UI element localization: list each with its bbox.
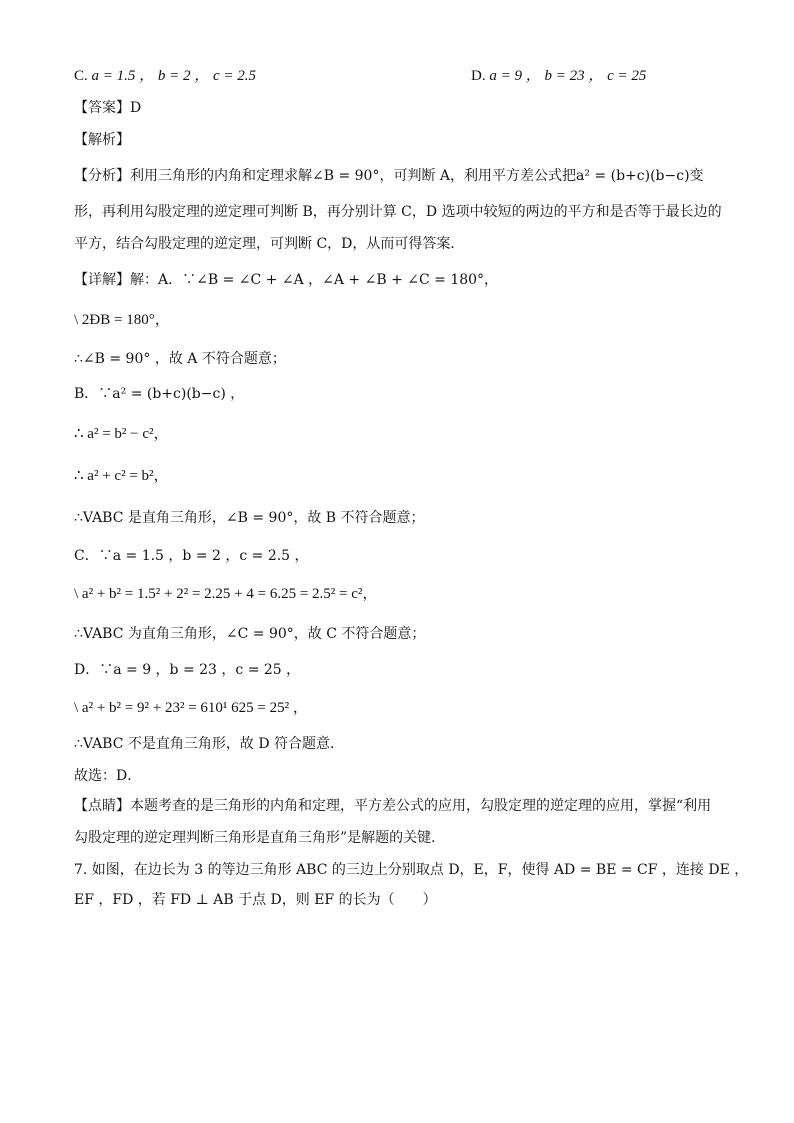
detail-line-10: ∴VABC 为直角三角形，∠C = 90°，故 C 不符合题意； <box>74 626 426 642</box>
option-d-label: D. <box>471 68 486 84</box>
detail-line-6: ∴ a² + c² = b²， <box>74 468 169 484</box>
dianjing-text-1: 本题考查的是三角形的内角和定理，平方差公式的应用，勾股定理的逆定理的应用，掌握“利用 <box>130 798 712 814</box>
options-row <box>74 66 647 86</box>
dianjing-line-2: 勾股定理的逆定理判断三角形是直角三角形”是解题的关键． <box>74 830 446 846</box>
detail-text-1: 解：A．∵∠B = ∠C + ∠A ，∠A + ∠B + ∠C = 180°， <box>130 272 499 288</box>
analysis-heading <box>74 130 130 150</box>
fenxi-text-1: 利用三角形的内角和定理求解∠B = 90°，可判断 A，利用平方差公式把a² = (b+c)(b−c)变 <box>130 168 704 184</box>
option-c-text: a = 1.5 ， b = 2 ， c = 2.5 <box>91 68 257 84</box>
fenxi-line-3: 平方，结合勾股定理的逆定理，可判断 C，D，从而可得答案． <box>74 236 465 252</box>
question-7-line-1: 7. 如图，在边长为 3 的等边三角形 ABC 的三边上分别取点 D，E，F，使得 AD = BE = CF ，连接 DE ， <box>74 862 749 878</box>
detail-line-4: B．∵a² = (b+c)(b−c) ， <box>74 386 245 402</box>
fenxi-tag: 【分析】 <box>74 168 130 184</box>
answer-value: D <box>130 100 142 116</box>
answer-line <box>74 98 141 118</box>
dianjing-tag: 【点睛】 <box>74 798 130 814</box>
fenxi-line-2: 形，再利用勾股定理的逆定理可判断 B，再分别计算 C，D 选项中较短的两边的平方和是否等于最长边的 <box>74 204 722 220</box>
option-d <box>471 66 646 86</box>
detail-line-13: ∴VABC 不是直角三角形，故 D 符合题意． <box>74 736 345 752</box>
dianjing-line-1 <box>74 796 711 816</box>
detail-line-2: \ 2ÐB = 180°， <box>74 312 170 328</box>
detail-line-9: \ a² + b² = 1.5² + 2² = 2.25 + 4 = 6.25 = 2.5² = c²， <box>74 586 378 602</box>
detail-line-3: ∴∠B = 90° ，故 A 不符合题意； <box>74 351 286 367</box>
detail-tag: 【详解】 <box>74 272 130 288</box>
question-7-line-2: EF ，FD ，若 FD ⊥ AB 于点 D，则 EF 的长为（ ） <box>74 892 437 908</box>
detail-line-1 <box>74 270 498 290</box>
detail-line-5: ∴ a² = b² − c²， <box>74 426 169 442</box>
answer-tag: 【答案】 <box>74 100 130 116</box>
detail-line-11: D．∵a = 9 ，b = 23 ，c = 25 ， <box>74 662 301 678</box>
option-c-label: C. <box>74 68 88 84</box>
detail-line-12: \ a² + b² = 9² + 23² = 610¹ 625 = 25² ， <box>74 700 308 716</box>
detail-line-7: ∴VABC 是直角三角形，∠B = 90°，故 B 不符合题意； <box>74 510 425 526</box>
detail-line-14: 故选：D． <box>74 768 142 784</box>
option-d-text: a = 9 ， b = 23 ， c = 25 <box>489 68 647 84</box>
analysis-tag: 【解析】 <box>74 132 130 148</box>
fenxi-line-1 <box>74 166 704 186</box>
detail-line-8: C．∵a = 1.5 ，b = 2 ，c = 2.5 ， <box>74 548 309 564</box>
